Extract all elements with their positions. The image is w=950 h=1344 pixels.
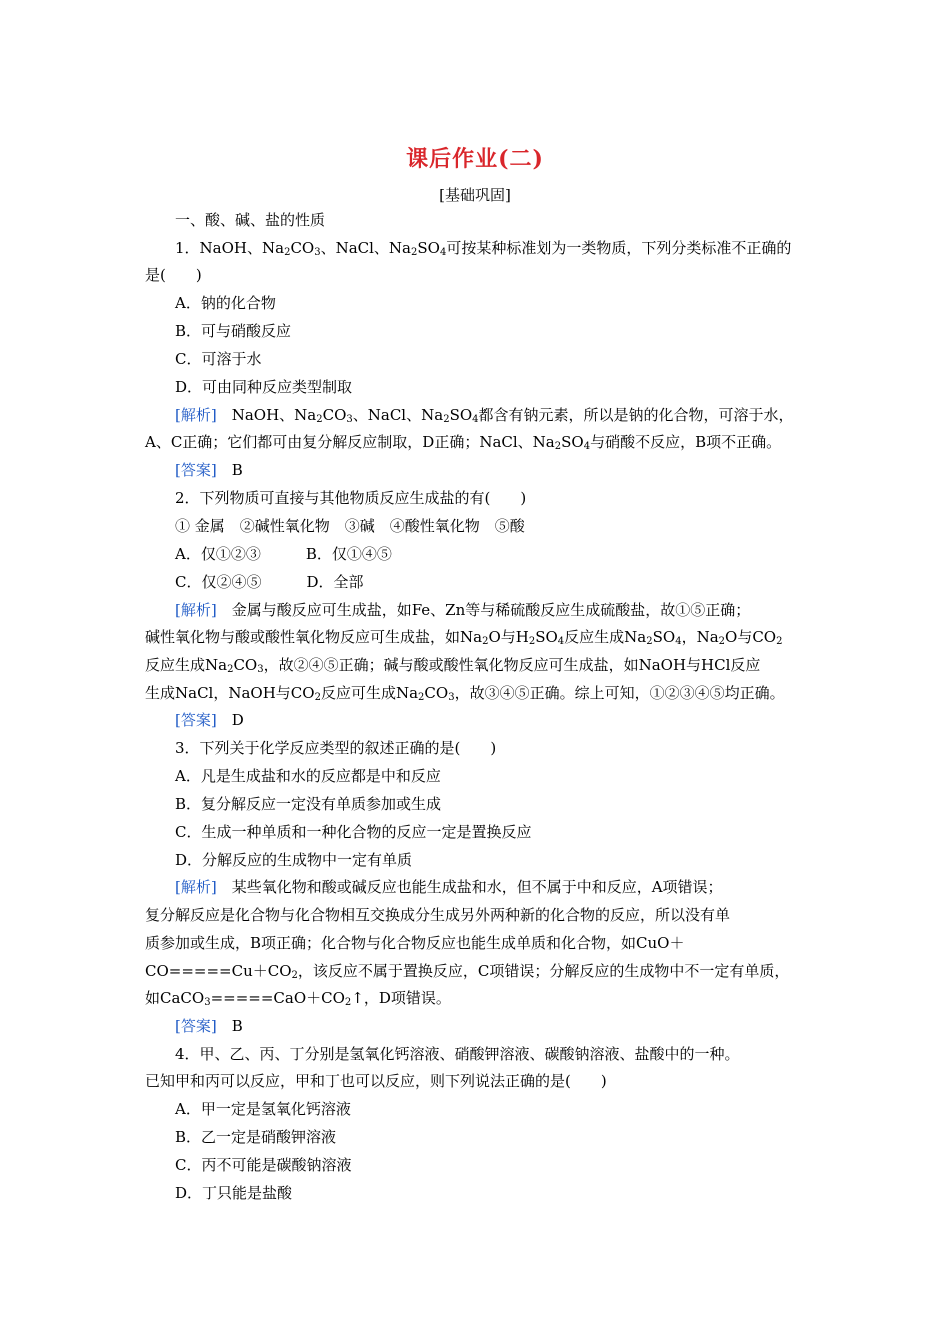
question-1-option-a: A．钠的化合物 bbox=[175, 294, 276, 312]
question-4-option-c: C．丙不可能是碳酸钠溶液 bbox=[175, 1156, 352, 1174]
question-3-analysis-l3: 质参加或生成，B项正确；化合物与化合物反应也能生成单质和化合物，如CuO＋ bbox=[145, 934, 685, 952]
question-1-option-b: B．可与硝酸反应 bbox=[175, 322, 292, 340]
part-heading: 一、酸、碱、盐的性质 bbox=[175, 211, 326, 229]
question-4-stem-cont: 已知甲和丙可以反应，甲和丁也可以反应，则下列说法正确的是( ) bbox=[145, 1072, 607, 1090]
question-3-option-c: C．生成一种单质和一种化合物的反应一定是置换反应 bbox=[175, 823, 532, 841]
question-4-option-a: A．甲一定是氢氧化钙溶液 bbox=[175, 1100, 351, 1118]
question-3-option-a: A．凡是生成盐和水的反应都是中和反应 bbox=[175, 767, 441, 785]
question-3-option-d: D．分解反应的生成物中一定有单质 bbox=[175, 851, 413, 869]
question-3-answer: [答案] B bbox=[175, 1017, 243, 1035]
question-2-answer: [答案] D bbox=[175, 711, 244, 729]
question-4-stem: 4．甲、乙、丙、丁分别是氢氧化钙溶液、硝酸钾溶液、碳酸钠溶液、盐酸中的一种。 bbox=[175, 1045, 740, 1063]
question-1-analysis-cont: A、C正确；它们都可由复分解反应制取，D正确；NaCl、$Na_2SO_4$与硝酸不反应，B项不正确。 bbox=[145, 433, 782, 452]
analysis-tag: [解析] bbox=[175, 406, 217, 424]
question-2-stem: 2．下列物质可直接与其他物质反应生成盐的有( ) bbox=[175, 489, 527, 507]
question-1-analysis: [解析] NaOH、$Na_2CO_3$、NaCl、$Na_2SO_4$都含有钠元素，所以是钠的化合物，可溶于水， bbox=[175, 406, 794, 425]
question-1-answer: [答案] B bbox=[175, 461, 243, 479]
question-2-items: ① 金属 ②碱性氧化物 ③碱 ④酸性氧化物 ⑤酸 bbox=[175, 517, 525, 535]
question-1-stem-cont: 是( ) bbox=[145, 266, 202, 284]
question-2-analysis-l3: 反应生成$Na_2CO_3$，故②④⑤正确；碱与酸或酸性氧化物反应可生成盐，如NaOH与HCl反应 bbox=[145, 656, 761, 675]
question-3-stem: 3．下列关于化学反应类型的叙述正确的是( ) bbox=[175, 739, 497, 757]
page-title: 课后作业(二) bbox=[406, 146, 544, 172]
question-1-stem: 1．NaOH、$Na_2CO_3$、NaCl、$Na_2SO_4$可按某种标准划为一类物质，下列分类标准不正确的 bbox=[175, 239, 792, 258]
question-3-analysis-l4: $CO=====Cu+CO_2$，该反应不属于置换反应，C项错误；分解反应的生成物中不一定有单质， bbox=[145, 962, 790, 981]
question-3-analysis-l2: 复分解反应是化合物与化合物相互交换成分生成另外两种新的化合物的反应，所以没有单 bbox=[145, 906, 731, 924]
answer-tag: [答案] bbox=[175, 461, 217, 479]
answer-tag: [答案] bbox=[175, 711, 217, 729]
question-4-option-d: D．丁只能是盐酸 bbox=[175, 1184, 293, 1202]
question-2-analysis-l4: 生成NaCl，NaOH与$CO_2$反应可生成$Na_2CO_3$，故③④⑤正确。综上可知，①②③④⑤均正确。 bbox=[145, 684, 785, 703]
question-2-analysis: [解析] 金属与酸反应可生成盐，如Fe、Zn等与稀硫酸反应生成硫酸盐，故①⑤正确； bbox=[175, 601, 751, 619]
question-2-options-ab: A．仅①②③ B．仅①④⑤ bbox=[175, 545, 392, 563]
question-1-option-c: C．可溶于水 bbox=[175, 350, 262, 368]
question-3-option-b: B．复分解反应一定没有单质参加或生成 bbox=[175, 795, 442, 813]
answer-tag: [答案] bbox=[175, 1017, 217, 1035]
question-2-analysis-l2: 碱性氧化物与酸或酸性氧化物反应可生成盐，如$Na_2O$与$H_2SO_4$反应生成$Na_2SO_4$，$Na_2O$与$CO_2$ bbox=[145, 628, 783, 647]
question-3-analysis-l5: 如$CaCO_3=====CaO+CO_2↑$，D项错误。 bbox=[145, 989, 451, 1008]
question-4-option-b: B．乙一定是硝酸钾溶液 bbox=[175, 1128, 337, 1146]
question-3-analysis: [解析] 某些氧化物和酸或碱反应也能生成盐和水，但不属于中和反应，A项错误； bbox=[175, 878, 723, 896]
analysis-tag: [解析] bbox=[175, 601, 217, 619]
section-heading: [基础巩固] bbox=[439, 186, 511, 204]
analysis-tag: [解析] bbox=[175, 878, 217, 896]
question-2-options-cd: C．仅②④⑤ D．全部 bbox=[175, 573, 364, 591]
question-1-option-d: D．可由同种反应类型制取 bbox=[175, 378, 353, 396]
